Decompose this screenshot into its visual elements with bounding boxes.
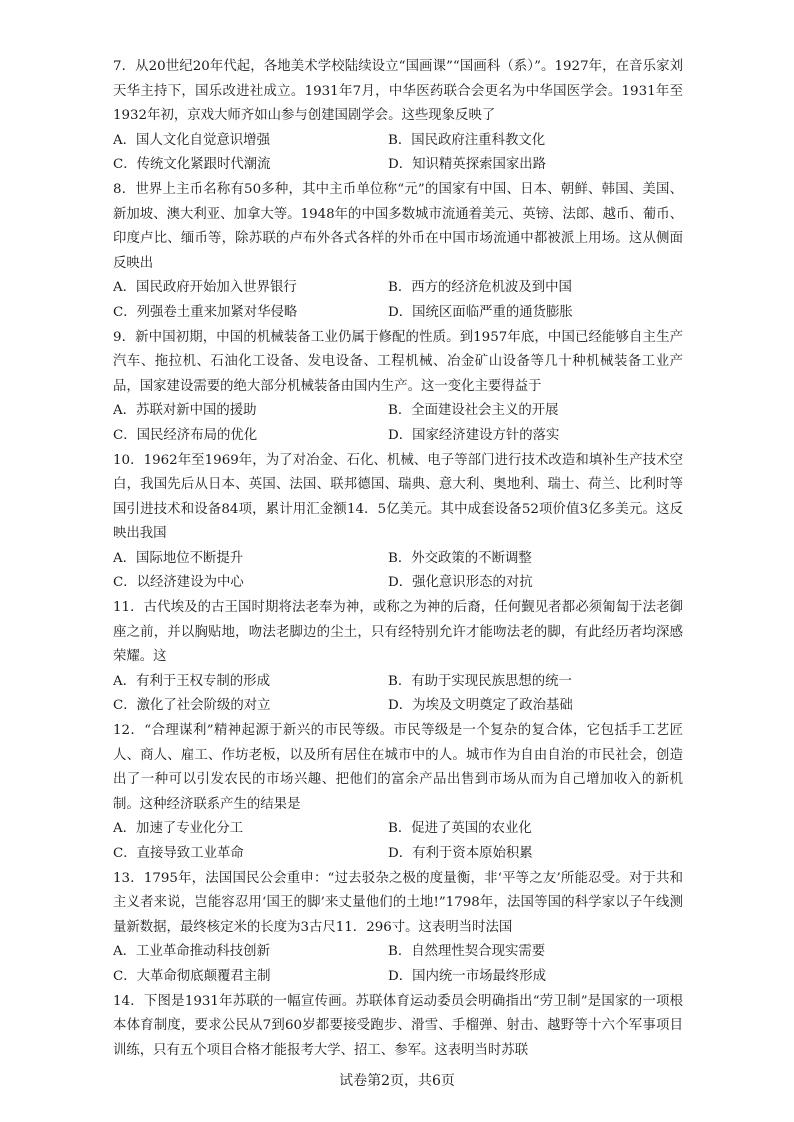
question-stem: 11．古代埃及的古王国时期将法老奉为神，或称之为神的后裔，任何觐见者都必须匍匐于法老御座之前，并以胸贴地，吻法老脚边的尘土，只有经特别允许才能吻法老的脚，有此经历者均深感荣耀。这 (113, 600, 683, 665)
option-a: A．工业革命推动科技创新 (113, 944, 270, 960)
option-c: C．激化了社会阶级的对立 (113, 698, 271, 714)
option-a: A．国际地位不断提升 (113, 550, 244, 566)
option-c: C．大革命彻底颠覆君主制 (113, 968, 271, 984)
option-d: D．为埃及文明奠定了政治基础 (388, 698, 573, 714)
option-c: C．列强卷土重来加紧对华侵略 (113, 304, 298, 320)
options-grid (113, 817, 683, 866)
page-footer: 试卷第2页，共6页 (339, 1073, 455, 1089)
option-c: C．传统文化紧跟时代潮流 (113, 157, 271, 173)
option-d: D．有利于资本原始积累 (388, 846, 533, 861)
option-a: A．苏联对新中国的援助 (113, 403, 257, 419)
option-c: C．以经济建设为中心 (113, 575, 244, 591)
options-grid (113, 670, 683, 719)
option-a: A．国民政府开始加入世界银行 (113, 280, 297, 296)
option-c: C．国民经济布局的优化 (113, 427, 258, 443)
question-stem: 8．世界上主币名称有50多种，其中主币单位称“元”的国家有中国、日本、朝鲜、韩国、美国、新加坡、澳大利亚、加拿大等。1948年的中国多数城市流通着美元、英镑、法郎、越币、葡币、印度卢比、缅币等，除苏联的卢布外各式各样的外币在中国市场流通中都被派上用场。这从侧面反映出 (113, 181, 683, 271)
question-list (113, 55, 683, 1063)
question-8 (113, 178, 683, 326)
option-a: A．国人文化自觉意识增强 (113, 132, 270, 148)
options-grid (113, 129, 683, 178)
option-c: C．直接导致工业革命 (113, 846, 244, 861)
question-14 (113, 990, 683, 1064)
question-7 (113, 55, 683, 178)
question-stem: 10．1962年至1969年，为了对冶金、石化、机械、电子等部门进行技术改造和填补生产技术空白，我国先后从日本、英国、法国、联邦德国、瑞典、意大利、奥地利、瑞士、荷兰、比利时等国引进技术和设备84项，累计用汇金额14．5亿美元。其中成套设备52项价值3亿多美元。这反映出我国 (113, 452, 683, 542)
question-13 (113, 867, 683, 990)
options-grid (113, 940, 683, 989)
question-10 (113, 449, 683, 597)
question-9 (113, 326, 683, 449)
question-12 (113, 719, 683, 867)
question-stem: 12．“合理谋利”精神起源于新兴的市民等级。市民等级是一个复杂的复合体，它包括手工艺匠人、商人、雇工、作坊老板，以及所有居住在城市中的人。城市作为自由自治的市民社会，创造出了一种可以引发农民的市场兴趣、把他们的富余产品出售到市场从而为自己增加收入的新机制。这种经济联系产生的结果是 (113, 723, 683, 812)
question-stem: 14．下图是1931年苏联的一幅宣传画。苏联体育运动委员会明确指出“劳卫制”是国家的一项根本体育制度，要求公民从7到60岁都要接受跑步、滑雪、手榴弹、射击、越野等十六个军事项目训练，只有五个项目合格才能报考大学、招工、参军。这表明当时苏联 (113, 993, 683, 1058)
question-11 (113, 596, 683, 719)
question-stem: 13．1795年，法国国民公会重申：“过去驳杂之极的度量衡，非‘平等之友’所能忍受。对于共和主义者来说，岂能容忍用‘国王的脚’来丈量他们的土地!”1798年，法国等国的科学家以子午线测量新数据，最终核定米的长度为3古尺11．296寸。这表明当时法国 (113, 870, 683, 935)
option-d: D．国家经济建设方针的落实 (388, 427, 560, 443)
options-grid (113, 276, 683, 325)
option-d: D．知识精英探索国家出路 (388, 157, 547, 173)
option-d: D．国内统一市场最终形成 (388, 968, 547, 984)
option-a: A．加速了专业化分工 (113, 821, 244, 837)
option-b: B．国民政府注重科教文化 (388, 132, 546, 148)
option-d: D．强化意识形态的对抗 (388, 575, 533, 591)
options-grid (113, 547, 683, 596)
option-b: B．西方的经济危机波及到中国 (388, 280, 572, 296)
option-a: A．有利于王权专制的形成 (113, 673, 270, 689)
option-b: B．促进了英国的农业化 (388, 821, 532, 837)
option-b: B．自然理性契合现实需要 (388, 944, 546, 960)
question-stem: 9．新中国初期，中国的机械装备工业仍属于修配的性质。到1957年底，中国已经能够自主生产汽车、拖拉机、石油化工设备、发电设备、工程机械、冶金矿山设备等几十种机械装备工业产品，国家建设需要的绝大部分机械装备由国内生产。这一变化主要得益于 (113, 329, 683, 394)
option-d: D．国统区面临严重的通货膨胀 (388, 304, 573, 320)
option-b: B．外交政策的不断调整 (388, 550, 532, 566)
options-grid (113, 399, 683, 448)
option-b: B．有助于实现民族思想的统一 (388, 673, 572, 689)
question-stem: 7．从20世纪20年代起，各地美术学校陆续设立“国画课”“国画科（系）”。1927年，在音乐家刘天华主持下，国乐改进社成立。1931年7月，中华医药联合会更名为中华国医学会。1931年至1932年初，京戏大师齐如山参与创建国剧学会。这些现象反映了 (113, 59, 683, 124)
option-b: B．全面建设社会主义的开展 (388, 403, 559, 419)
